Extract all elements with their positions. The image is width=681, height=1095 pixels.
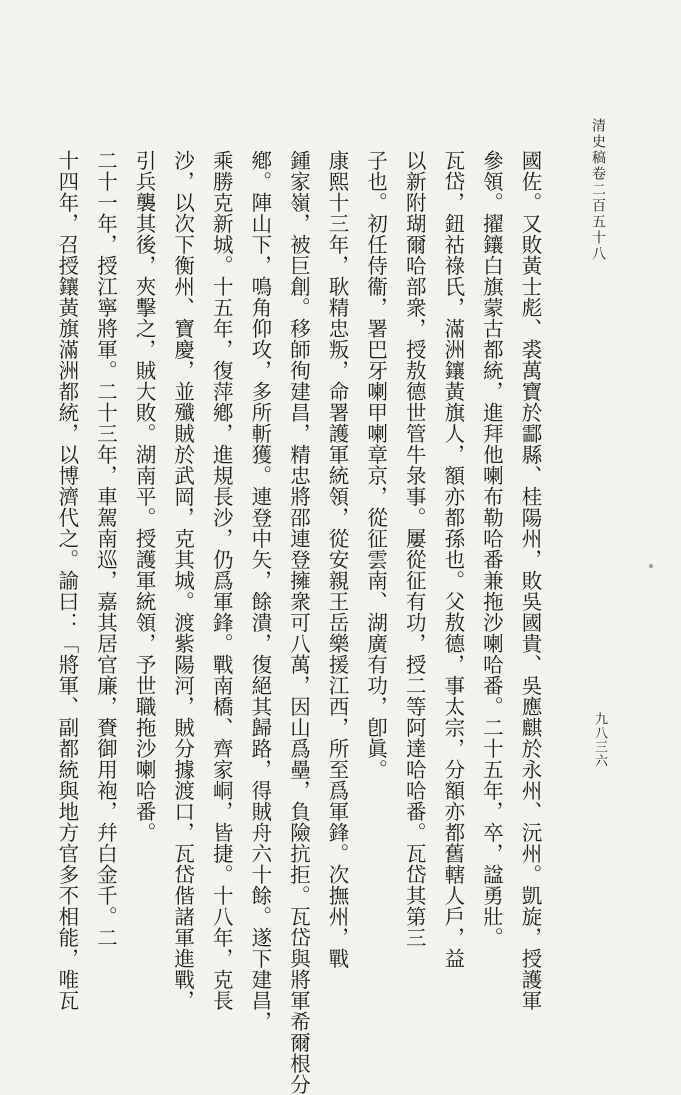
ink-speck [649,564,653,568]
text-column: 康熙十三年，耿精忠叛，命署護軍統領，從安親王岳樂援江西，所至爲軍鋒。次撫州，戰 [325,150,350,969]
page-number: 九八三六 [592,712,607,768]
text-column: 乘勝克新城。十五年，復萍鄕，進規長沙，仍爲軍鋒。戰南橋、齊家峒，皆捷。十八年，克長 [209,150,234,1011]
text-column: 子也。初任侍衞，署巴牙喇甲喇章京，從征雲南、湖廣有功，卽眞。 [363,150,388,780]
text-column: 二十一年，授江寧將軍。二十三年，車駕南巡，嘉其居官廉，賚御用袍，幷白金千。二 [93,150,118,948]
text-column: 國佐。又敗黃士彪、裘萬寶於酃縣、桂陽州，敗吳國貴、吳應麒於永州、沅州。凱旋，授護軍 [518,150,542,1011]
text-column: 鍾家嶺，被巨創。移師徇建昌，精忠將邵連登擁衆可八萬，因山爲壘，負險抗拒。瓦岱與將軍希爾根分 [286,150,311,1095]
running-header-title: 清史稿卷二百五十八 [590,118,606,262]
text-column: 瓦岱，鈕祜祿氏，滿洲鑲黃旗人，額亦都孫也。父敖德，事太宗，分額亦都舊轄人戶，益 [440,150,465,969]
text-column: 參領。擢鑲白旗蒙古都統，進拜他喇布勒哈番兼拖沙喇哈番。二十五年，卒，諡勇壯。 [479,150,504,948]
text-column: 引兵襲其後，夾擊之，賊大敗。湖南平。授護軍統領，予世職拖沙喇哈番。 [132,150,157,843]
text-column: 十四年，召授鑲黃旗滿洲都統，以博濟代之。諭曰：「將軍、副都統與地方官多不相能，唯瓦 [54,150,79,1011]
text-column: 沙，以次下衡州、寶慶，並殲賊於武岡，克其城。渡紫陽河，賊分據渡口，瓦岱偕諸軍進戰， [170,150,195,1011]
text-column: 鄕。陣山下，鳴角仰攻，多所斬獲。連登中矢，餘潰，復絕其歸路，得賊舟六十餘。遂下建昌， [247,150,272,1032]
vertical-body-text [54,150,549,1095]
text-column: 以新附瑚爾哈部衆，授敖德世管牛彔事。屢從征有功，授二等阿達哈哈番。瓦岱其第三 [402,150,427,948]
